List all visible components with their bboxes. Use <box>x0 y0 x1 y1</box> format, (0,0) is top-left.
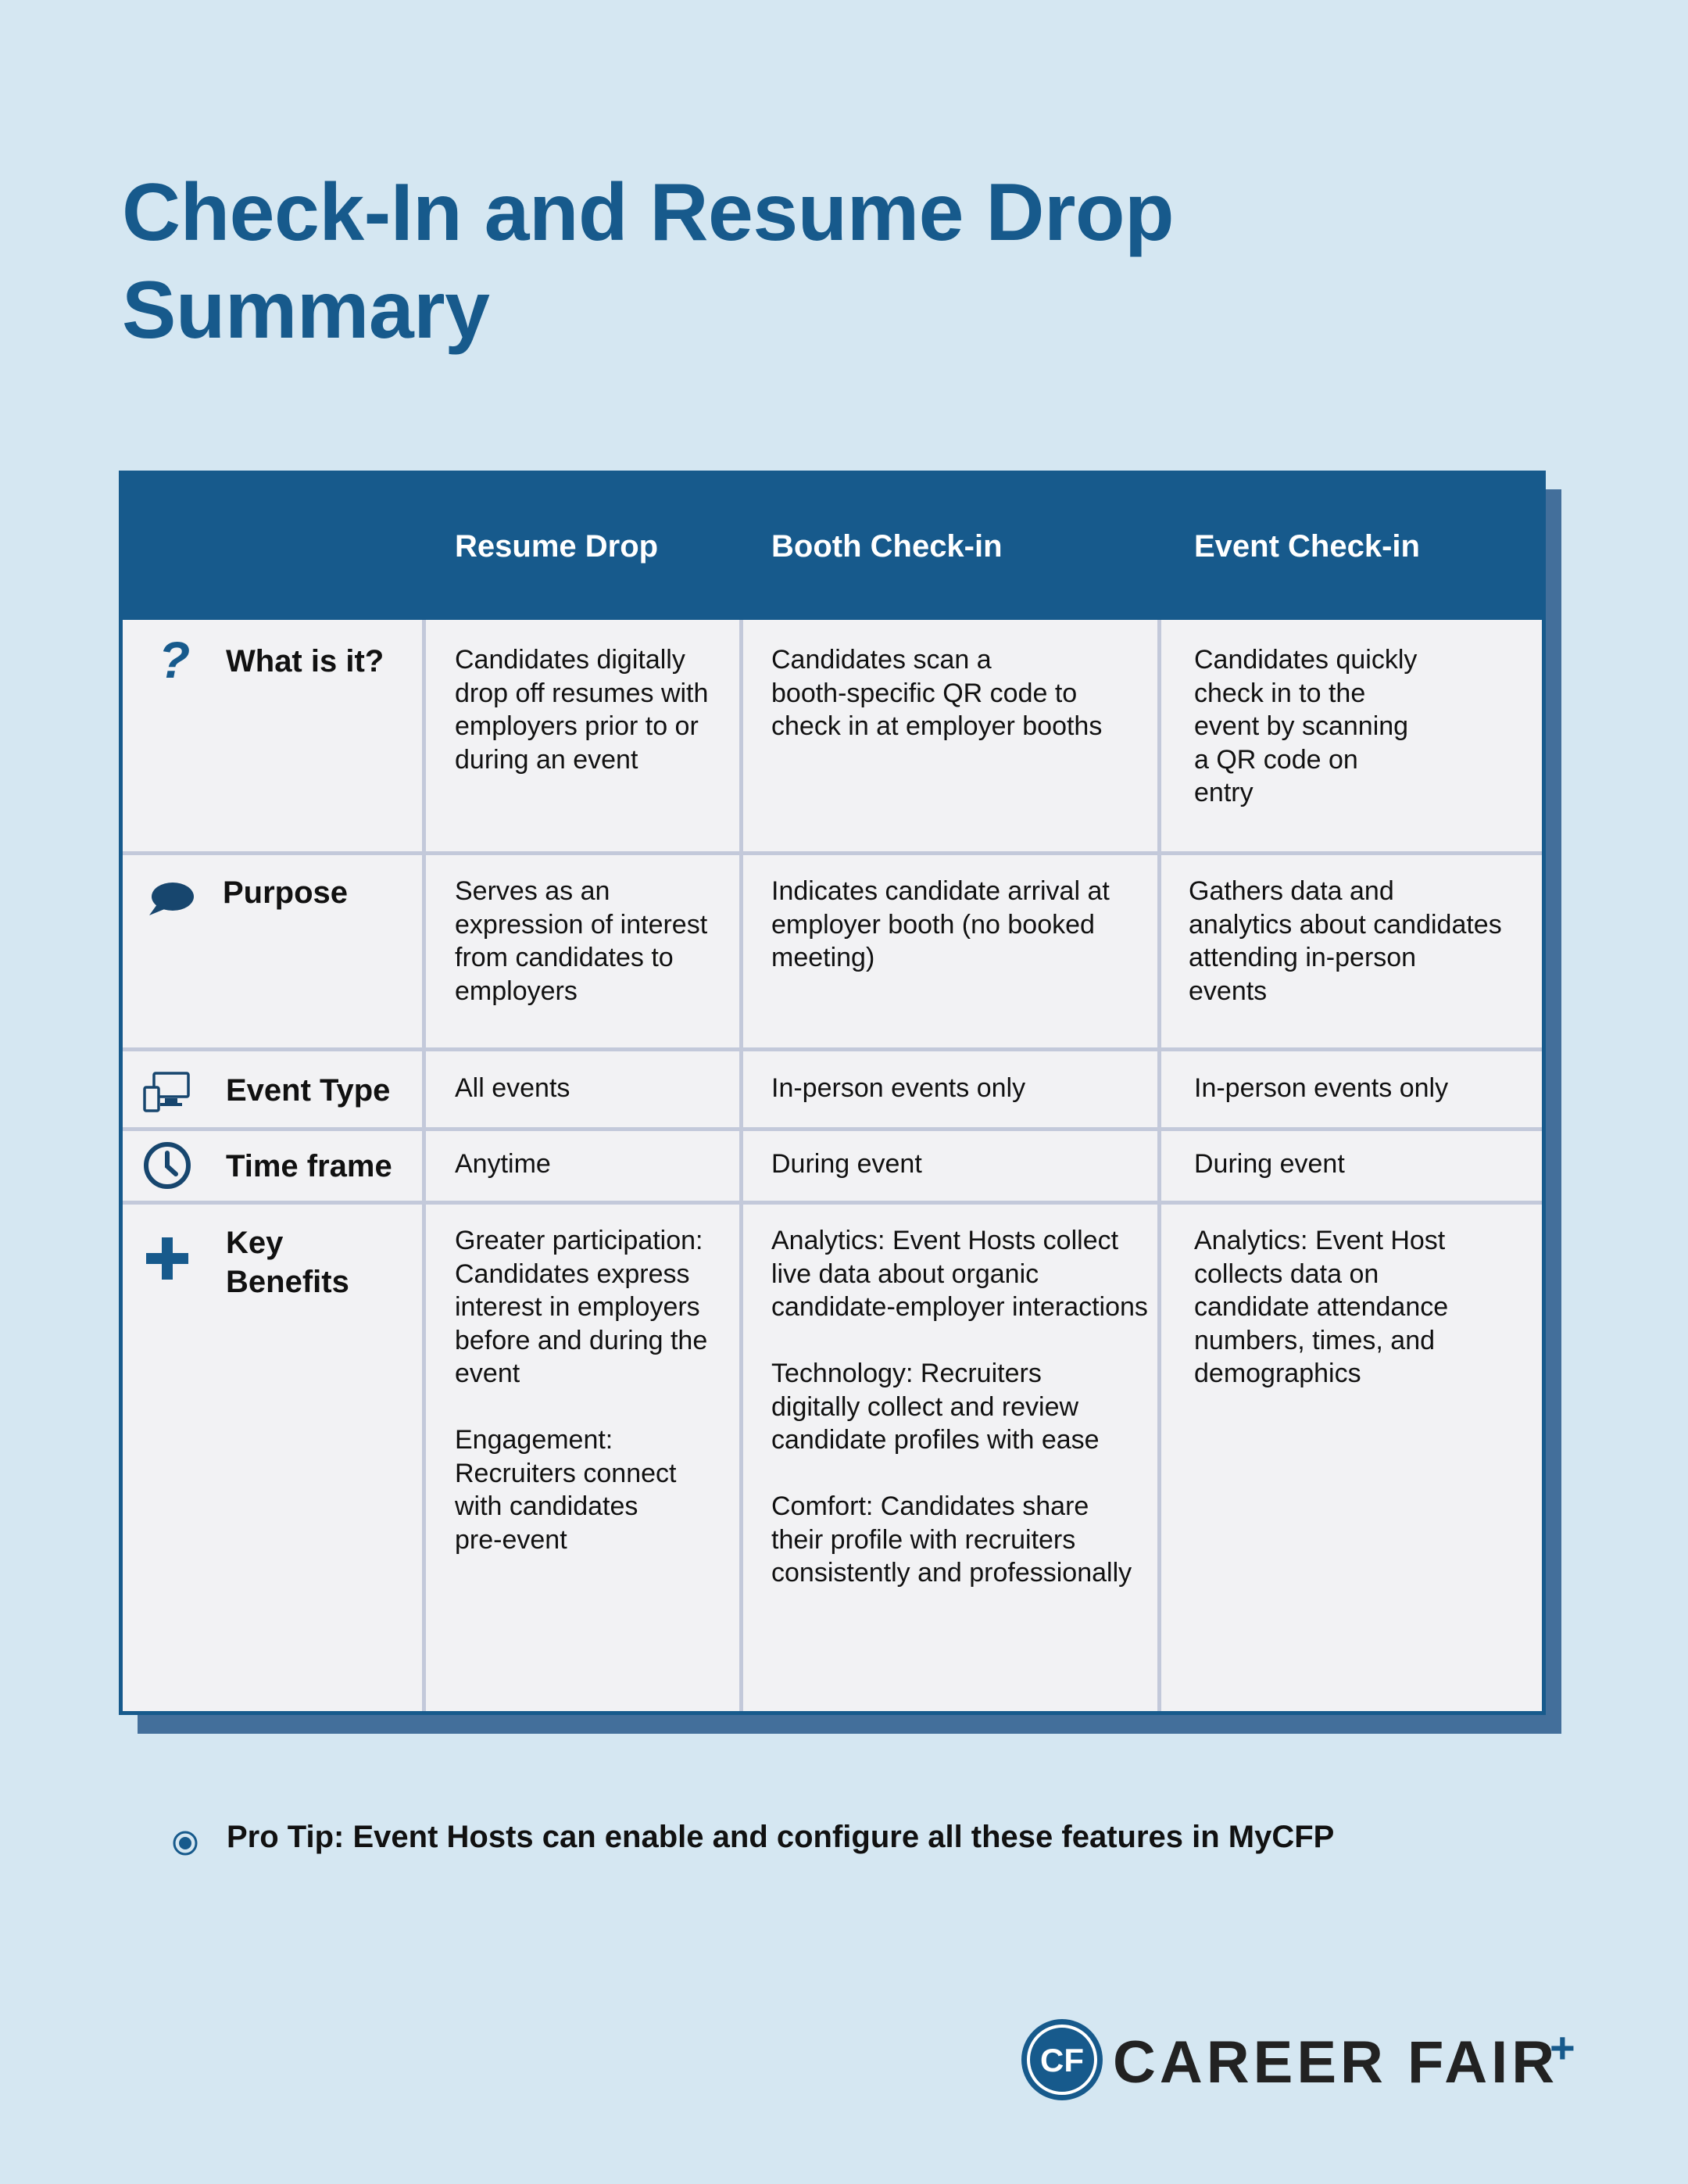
table-cell: Gathers data and analytics about candidates attending in-person events <box>1189 876 1502 1006</box>
column-divider <box>422 620 426 1711</box>
table-cell: In-person events only <box>771 1073 1026 1103</box>
table-cell: During event <box>771 1149 922 1179</box>
row-divider <box>123 1201 1542 1205</box>
table-cell: Greater participation: Candidates express interest in employers before and during the event Engagement: Recruiters connect with candidates pre-event <box>455 1226 708 1555</box>
page-title-line-1: Check-In and Resume Drop <box>122 167 1175 258</box>
row-label-what-is-it: What is it? <box>226 644 384 678</box>
table-cell: Candidates digitally drop off resumes with employers prior to or during an event <box>455 645 709 775</box>
logo-mark-text: CF <box>1040 2042 1084 2078</box>
logo-plus-icon: + <box>1550 2023 1575 2072</box>
table-cell: All events <box>455 1073 570 1103</box>
column-divider <box>1157 620 1161 1711</box>
devices-icon <box>141 1070 193 1114</box>
row-label-key-benefits: Key Benefits <box>226 1226 349 1299</box>
table-cell: Candidates scan a booth-specific QR code to check in at employer booths <box>771 645 1103 741</box>
column-header-resume-drop: Resume Drop <box>455 529 659 564</box>
row-divider <box>123 851 1542 855</box>
career-fair-logo-mark <box>1019 2017 1105 2103</box>
table-cell: Serves as an expression of interest from candidates to employers <box>455 876 708 1006</box>
row-label-time-frame: Time frame <box>226 1149 392 1183</box>
column-divider <box>739 620 743 1711</box>
row-divider <box>123 1127 1542 1131</box>
column-header-booth-check-in: Booth Check-in <box>771 529 1003 564</box>
table-header <box>123 474 1542 620</box>
table-cell: During event <box>1194 1149 1345 1179</box>
table-cell: Analytics: Event Host collects data on candidate attendance numbers, times, and demographics <box>1194 1226 1449 1388</box>
career-fair-logo-text: CAREER FAIR <box>1113 2029 1559 2096</box>
speech-bubble-icon <box>146 881 195 918</box>
plus-icon <box>146 1237 188 1280</box>
column-header-event-check-in: Event Check-in <box>1194 529 1420 564</box>
table-cell: Indicates candidate arrival at employer booth (no booked meeting) <box>771 876 1110 972</box>
radio-bullet-icon <box>172 1830 198 1856</box>
row-label-purpose: Purpose <box>223 875 349 910</box>
row-label-event-type: Event Type <box>226 1073 391 1108</box>
page-title <box>122 164 1450 360</box>
table-cell: Analytics: Event Hosts collect live data about organic candidate-employer interactions Technology: Recruiters digitally collect and review candidate profiles with ease Comfort: Candidates share their profile with recruiters consistently and professionally <box>771 1226 1148 1588</box>
table-cell: Anytime <box>455 1149 551 1179</box>
pro-tip-text: Pro Tip: Event Hosts can enable and configure all these features in MyCFP <box>227 1820 1335 1854</box>
row-divider <box>123 1047 1542 1051</box>
clock-icon <box>143 1141 191 1190</box>
question-mark-icon <box>156 637 193 684</box>
table-cell: In-person events only <box>1194 1073 1449 1103</box>
table-cell: Candidates quickly check in to the event by scanning a QR code on entry <box>1194 645 1418 807</box>
page-title-line-2: Summary <box>122 265 490 356</box>
summary-table <box>119 471 1546 1715</box>
svg-text:?: ? <box>158 637 191 684</box>
